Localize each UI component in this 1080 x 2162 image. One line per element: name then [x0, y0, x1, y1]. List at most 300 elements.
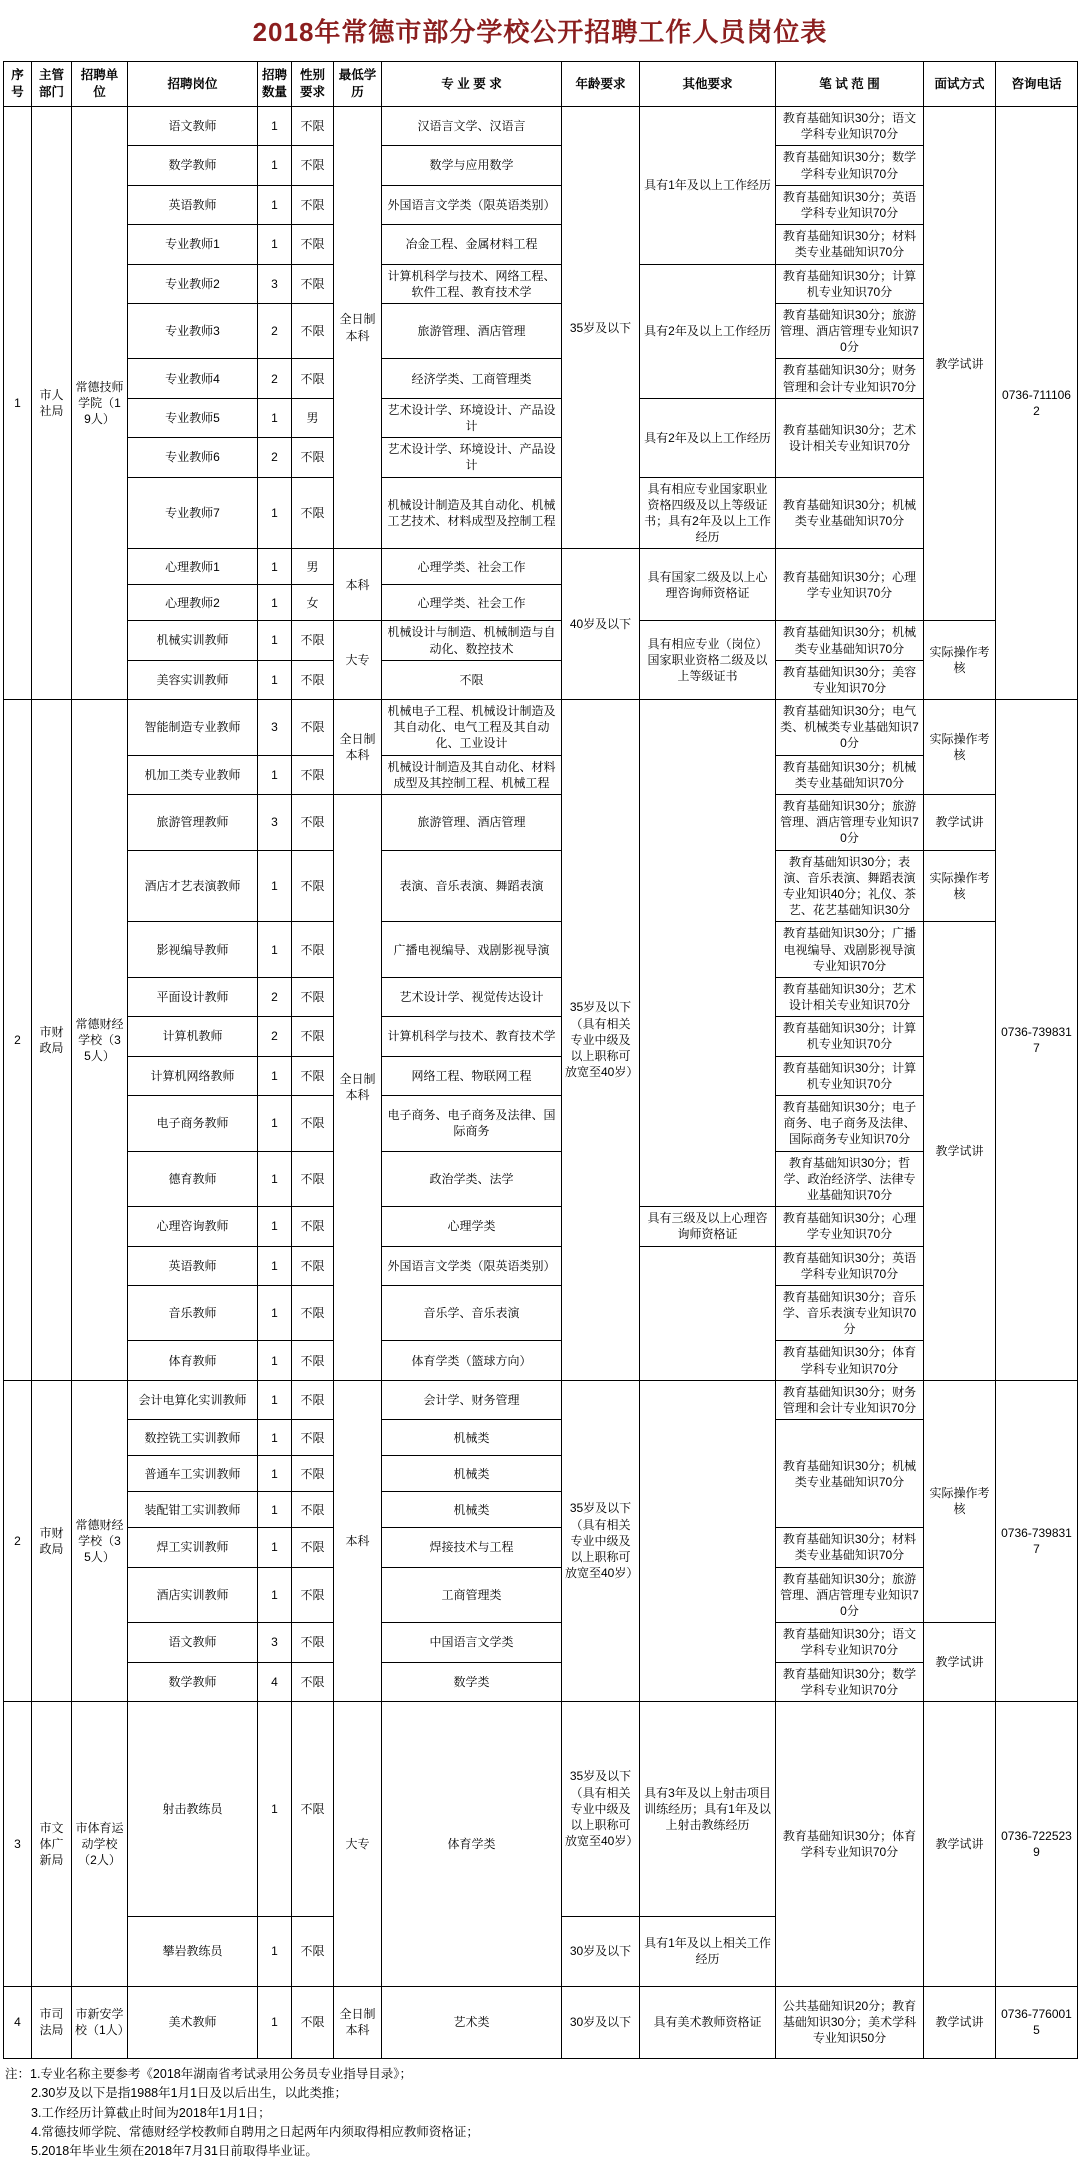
cell: 不限	[292, 1017, 334, 1056]
cell: 具有2年及以上工作经历	[640, 264, 776, 398]
cell: 市财政局	[32, 700, 72, 1381]
cell: 心理学类、社会工作	[382, 585, 562, 621]
cell: 不限	[292, 621, 334, 660]
cell: 市财政局	[32, 1380, 72, 1701]
column-header: 性别要求	[292, 62, 334, 107]
table-row	[4, 795, 1078, 851]
cell: 教育基础知识30分；电子商务、电子商务及法律、国际商务专业知识70分	[776, 1096, 924, 1152]
cell: 专业教师3	[128, 303, 258, 359]
cell: 心理教师1	[128, 549, 258, 585]
cell: 不限	[292, 264, 334, 303]
cell: 不限	[292, 1701, 334, 1916]
cell: 1	[258, 1701, 292, 1916]
cell: 体育教师	[128, 1341, 258, 1380]
cell: 教育基础知识30分；材料类专业基础知识70分	[776, 225, 924, 264]
cell: 教育基础知识30分；旅游管理、酒店管理专业知识70分	[776, 1567, 924, 1623]
cell: 机械类	[382, 1456, 562, 1492]
cell: 教育基础知识30分；美容专业知识70分	[776, 660, 924, 699]
column-header: 笔 试 范 围	[776, 62, 924, 107]
cell: 机械类	[382, 1492, 562, 1528]
cell: 不限	[292, 1207, 334, 1246]
cell: 1	[258, 477, 292, 549]
table-row	[4, 477, 1078, 549]
cell: 教育基础知识30分；财务管理和会计专业知识70分	[776, 359, 924, 398]
cell: 男	[292, 549, 334, 585]
table-header	[4, 62, 1078, 107]
cell: 心理学类、社会工作	[382, 549, 562, 585]
cell: 不限	[292, 1528, 334, 1567]
cell: 电子商务教师	[128, 1096, 258, 1152]
column-header: 年龄要求	[562, 62, 640, 107]
cell: 教学试讲	[924, 795, 996, 851]
cell: 外国语言文学类（限英语类别）	[382, 1246, 562, 1285]
cell: 全日制本科	[334, 1986, 382, 2058]
cell: 政治学类、法学	[382, 1151, 562, 1207]
column-header: 主管部门	[32, 62, 72, 107]
cell: 教育基础知识30分；音乐学、音乐表演专业知识70分	[776, 1285, 924, 1341]
cell: 常德财经学校（35人）	[72, 700, 128, 1381]
table-row	[4, 755, 1078, 794]
cell: 30岁及以下	[562, 1986, 640, 2058]
table-row	[4, 700, 1078, 756]
table-row	[4, 1528, 1078, 1567]
cell: 3	[258, 1623, 292, 1662]
cell: 不限	[382, 660, 562, 699]
cell: 35岁及以下（具有相关专业中级及以上职称可放宽至40岁）	[562, 1380, 640, 1701]
cell: 不限	[292, 1246, 334, 1285]
table-row	[4, 922, 1078, 978]
cell: 35岁及以下（具有相关专业中级及以上职称可放宽至40岁）	[562, 1701, 640, 1916]
cell: 不限	[292, 795, 334, 851]
table-row	[4, 1567, 1078, 1623]
table-row	[4, 264, 1078, 303]
cell: 教学试讲	[924, 922, 996, 1381]
cell: 中国语言文学类	[382, 1623, 562, 1662]
column-header: 序号	[4, 62, 32, 107]
cell: 教育基础知识30分；计算机专业知识70分	[776, 264, 924, 303]
cell: 教育基础知识30分；心理学专业知识70分	[776, 1207, 924, 1246]
cell: 市人社局	[32, 107, 72, 700]
cell: 计算机科学与技术、网络工程、软件工程、教育技术学	[382, 264, 562, 303]
table-row	[4, 303, 1078, 359]
cell: 不限	[292, 1492, 334, 1528]
cell: 具有美术教师资格证	[640, 1986, 776, 2058]
cell: 实际操作考核	[924, 700, 996, 795]
cell: 全日制本科	[334, 107, 382, 549]
cell: 机加工类专业教师	[128, 755, 258, 794]
table-row	[4, 1151, 1078, 1207]
cell: 机械类	[382, 1420, 562, 1456]
cell: 数学类	[382, 1662, 562, 1701]
cell: 1	[258, 1246, 292, 1285]
cell: 计算机网络教师	[128, 1056, 258, 1095]
cell: 2	[4, 700, 32, 1381]
cell: 艺术设计学、视觉传达设计	[382, 977, 562, 1016]
cell: 数学教师	[128, 1662, 258, 1701]
cell: 1	[258, 1528, 292, 1567]
cell: 1	[258, 1380, 292, 1419]
cell: 实际操作考核	[924, 1380, 996, 1622]
cell: 美术教师	[128, 1986, 258, 2058]
cell: 机械设计与制造、机械制造与自动化、数控技术	[382, 621, 562, 660]
cell: 市体育运动学校（2人）	[72, 1701, 128, 1986]
cell: 语文教师	[128, 1623, 258, 1662]
cell: 不限	[292, 1056, 334, 1095]
cell: 1	[258, 1492, 292, 1528]
table-row	[4, 1096, 1078, 1152]
cell	[640, 1380, 776, 1701]
cell: 不限	[292, 1420, 334, 1456]
cell: 2	[258, 977, 292, 1016]
cell: 不限	[292, 1662, 334, 1701]
cell: 英语教师	[128, 1246, 258, 1285]
cell: 美容实训教师	[128, 660, 258, 699]
cell: 0736-7760015	[996, 1986, 1078, 2058]
cell: 1	[258, 1567, 292, 1623]
cell: 旅游管理教师	[128, 795, 258, 851]
cell: 不限	[292, 303, 334, 359]
cell: 1	[258, 1096, 292, 1152]
cell: 女	[292, 585, 334, 621]
cell: 3	[258, 795, 292, 851]
cell	[640, 700, 776, 1207]
table-row	[4, 549, 1078, 585]
column-header: 面试方式	[924, 62, 996, 107]
cell: 2	[258, 438, 292, 477]
cell: 机械电子工程、机械设计制造及其自动化、电气工程及其自动化、工业设计	[382, 700, 562, 756]
page-title: 2018年常德市部分学校公开招聘工作人员岗位表	[252, 17, 828, 47]
cell: 1	[258, 1986, 292, 2058]
cell: 工商管理类	[382, 1567, 562, 1623]
cell: 教育基础知识30分；财务管理和会计专业知识70分	[776, 1380, 924, 1419]
cell: 不限	[292, 1151, 334, 1207]
table-row	[4, 1285, 1078, 1341]
cell: 1	[258, 1285, 292, 1341]
cell: 网络工程、物联网工程	[382, 1056, 562, 1095]
cell: 不限	[292, 1096, 334, 1152]
cell: 1	[258, 549, 292, 585]
cell: 教育基础知识30分；机械类专业基础知识70分	[776, 621, 924, 660]
cell: 电子商务、电子商务及法律、国际商务	[382, 1096, 562, 1152]
cell: 汉语言文学、汉语言	[382, 107, 562, 146]
cell: 教育基础知识30分；语文学科专业知识70分	[776, 107, 924, 146]
cell: 普通车工实训教师	[128, 1456, 258, 1492]
cell: 艺术类	[382, 1986, 562, 2058]
cell: 教学试讲	[924, 1701, 996, 1986]
cell: 机械实训教师	[128, 621, 258, 660]
cell: 3	[4, 1701, 32, 1986]
cell: 公共基础知识20分；教育基础知识30分；美术学科专业知识50分	[776, 1986, 924, 2058]
cell: 艺术设计学、环境设计、产品设计	[382, 438, 562, 477]
cell: 教学试讲	[924, 107, 996, 621]
cell: 教育基础知识30分；体育学科专业知识70分	[776, 1701, 924, 1986]
cell: 不限	[292, 660, 334, 699]
cell: 不限	[292, 477, 334, 549]
table-row	[4, 977, 1078, 1016]
positions-table	[3, 61, 1078, 2059]
cell: 本科	[334, 1380, 382, 1701]
cell: 影视编导教师	[128, 922, 258, 978]
cell: 计算机教师	[128, 1017, 258, 1056]
cell: 射击教练员	[128, 1701, 258, 1916]
cell: 教育基础知识30分；旅游管理、酒店管理专业知识70分	[776, 303, 924, 359]
cell: 1	[258, 585, 292, 621]
cell: 全日制本科	[334, 795, 382, 1381]
cell: 英语教师	[128, 185, 258, 224]
cell: 艺术设计学、环境设计、产品设计	[382, 398, 562, 437]
cell: 35岁及以下	[562, 107, 640, 549]
cell: 1	[258, 922, 292, 978]
cell: 不限	[292, 1567, 334, 1623]
cell: 会计电算化实训教师	[128, 1380, 258, 1419]
cell: 装配钳工实训教师	[128, 1492, 258, 1528]
header-row	[4, 62, 1078, 107]
cell: 实际操作考核	[924, 621, 996, 700]
cell: 2	[258, 359, 292, 398]
table-row	[4, 1056, 1078, 1095]
note-line: 注：1.专业名称主要参考《2018年湖南省考试录用公务员专业指导目录》；	[5, 2066, 412, 2081]
table-row	[4, 1662, 1078, 1701]
cell: 常德财经学校（35人）	[72, 1380, 128, 1701]
column-header: 咨询电话	[996, 62, 1078, 107]
cell: 具有国家二级及以上心理咨询师资格证	[640, 549, 776, 621]
table-body	[4, 107, 1078, 2059]
cell: 0736-7111062	[996, 107, 1078, 700]
cell: 数学与应用数学	[382, 146, 562, 185]
cell: 市新安学校（1人）	[72, 1986, 128, 2058]
cell: 教育基础知识30分；体育学科专业知识70分	[776, 1341, 924, 1380]
cell: 1	[258, 1207, 292, 1246]
cell: 大专	[334, 1701, 382, 1986]
cell: 教育基础知识30分；机械类专业基础知识70分	[776, 477, 924, 549]
cell: 教育基础知识30分；机械类专业基础知识70分	[776, 755, 924, 794]
cell: 1	[258, 1456, 292, 1492]
cell: 具有2年及以上工作经历	[640, 398, 776, 477]
cell: 1	[258, 660, 292, 699]
cell: 3	[258, 264, 292, 303]
cell: 教育基础知识30分；旅游管理、酒店管理专业知识70分	[776, 795, 924, 851]
cell: 教学试讲	[924, 1986, 996, 2058]
cell: 1	[258, 1151, 292, 1207]
cell: 35岁及以下（具有相关专业中级及以上职称可放宽至40岁）	[562, 700, 640, 1381]
cell: 教育基础知识30分；数学学科专业知识70分	[776, 146, 924, 185]
table-row	[4, 1246, 1078, 1285]
cell: 专业教师6	[128, 438, 258, 477]
cell: 教育基础知识30分；数学学科专业知识70分	[776, 1662, 924, 1701]
cell: 数控铣工实训教师	[128, 1420, 258, 1456]
cell: 攀岩教练员	[128, 1916, 258, 1986]
table-row	[4, 398, 1078, 437]
cell: 教育基础知识30分；艺术设计相关专业知识70分	[776, 398, 924, 477]
cell: 专业教师4	[128, 359, 258, 398]
table-row	[4, 146, 1078, 185]
cell: 心理咨询教师	[128, 1207, 258, 1246]
cell: 旅游管理、酒店管理	[382, 303, 562, 359]
table-row	[4, 107, 1078, 146]
cell	[640, 1246, 776, 1380]
cell: 不限	[292, 225, 334, 264]
cell: 常德技师学院（19人）	[72, 107, 128, 700]
cell: 不限	[292, 359, 334, 398]
cell: 心理学类	[382, 1207, 562, 1246]
notes	[5, 2065, 1077, 2162]
column-header: 最低学历	[334, 62, 382, 107]
cell: 专业教师7	[128, 477, 258, 549]
cell: 1	[258, 107, 292, 146]
cell: 计算机科学与技术、教育技术学	[382, 1017, 562, 1056]
cell: 2	[4, 1380, 32, 1701]
cell: 专业教师5	[128, 398, 258, 437]
table-row	[4, 1380, 1078, 1419]
cell: 不限	[292, 185, 334, 224]
cell: 本科	[334, 549, 382, 621]
cell: 不限	[292, 107, 334, 146]
cell: 数学教师	[128, 146, 258, 185]
cell: 广播电视编导、戏剧影视导演	[382, 922, 562, 978]
cell: 冶金工程、金属材料工程	[382, 225, 562, 264]
cell: 市文体广新局	[32, 1701, 72, 1986]
cell: 机械设计制造及其自动化、机械工艺技术、材料成型及控制工程	[382, 477, 562, 549]
cell: 教育基础知识30分；英语学科专业知识70分	[776, 185, 924, 224]
cell: 教育基础知识30分；表演、音乐表演、舞蹈表演专业知识40分；礼仪、茶艺、花艺基础知识30分	[776, 850, 924, 922]
cell: 实际操作考核	[924, 850, 996, 922]
cell: 1	[258, 621, 292, 660]
column-header: 其他要求	[640, 62, 776, 107]
cell: 教育基础知识30分；计算机专业知识70分	[776, 1056, 924, 1095]
cell: 音乐教师	[128, 1285, 258, 1341]
cell: 教育基础知识30分；语文学科专业知识70分	[776, 1623, 924, 1662]
cell: 教育基础知识30分；计算机专业知识70分	[776, 1017, 924, 1056]
cell: 教育基础知识30分；哲学、政治经济学、法律专业基础知识70分	[776, 1151, 924, 1207]
cell: 教育基础知识30分；广播电视编导、戏剧影视导演专业知识70分	[776, 922, 924, 978]
cell: 智能制造专业教师	[128, 700, 258, 756]
cell: 经济学类、工商管理类	[382, 359, 562, 398]
cell: 4	[258, 1662, 292, 1701]
cell: 教育基础知识30分；材料类专业基础知识70分	[776, 1528, 924, 1567]
cell: 1	[258, 1420, 292, 1456]
cell: 1	[258, 850, 292, 922]
cell: 不限	[292, 146, 334, 185]
note-line: 5.2018年毕业生须在2018年7月31日前取得毕业证。	[31, 2144, 318, 2159]
cell: 4	[4, 1986, 32, 2058]
cell: 具有相应专业国家职业资格四级及以上等级证书；具有2年及以上工作经历	[640, 477, 776, 549]
cell: 大专	[334, 621, 382, 700]
cell: 心理教师2	[128, 585, 258, 621]
cell: 德育教师	[128, 1151, 258, 1207]
cell: 1	[258, 1341, 292, 1380]
cell: 全日制本科	[334, 700, 382, 795]
cell: 1	[4, 107, 32, 700]
cell: 焊接技术与工程	[382, 1528, 562, 1567]
cell: 教学试讲	[924, 1623, 996, 1702]
cell: 表演、音乐表演、舞蹈表演	[382, 850, 562, 922]
table-row	[4, 1623, 1078, 1662]
cell: 体育学类（篮球方向）	[382, 1341, 562, 1380]
cell: 0736-7225239	[996, 1701, 1078, 1986]
table-row	[4, 225, 1078, 264]
table-row	[4, 1341, 1078, 1380]
cell: 不限	[292, 1986, 334, 2058]
table-row	[4, 1420, 1078, 1456]
cell: 2	[258, 303, 292, 359]
cell: 不限	[292, 1285, 334, 1341]
table-row	[4, 359, 1078, 398]
cell: 教育基础知识30分；机械类专业基础知识70分	[776, 1420, 924, 1528]
cell: 专业教师1	[128, 225, 258, 264]
cell: 会计学、财务管理	[382, 1380, 562, 1419]
cell: 3	[258, 700, 292, 756]
cell: 不限	[292, 1916, 334, 1986]
cell: 外国语言文学类（限英语类别）	[382, 185, 562, 224]
column-header: 招聘岗位	[128, 62, 258, 107]
cell: 1	[258, 755, 292, 794]
table-row	[4, 1017, 1078, 1056]
cell: 教育基础知识30分；心理学专业知识70分	[776, 549, 924, 621]
cell: 语文教师	[128, 107, 258, 146]
table-row	[4, 185, 1078, 224]
table-row	[4, 660, 1078, 699]
table-row	[4, 621, 1078, 660]
note-line: 3.工作经历计算截止时间为2018年1月1日；	[31, 2105, 271, 2120]
cell: 旅游管理、酒店管理	[382, 795, 562, 851]
cell: 不限	[292, 977, 334, 1016]
cell: 不限	[292, 850, 334, 922]
cell: 酒店实训教师	[128, 1567, 258, 1623]
table-row	[4, 850, 1078, 922]
table-row	[4, 1701, 1078, 1916]
table-row	[4, 1986, 1078, 2058]
cell: 不限	[292, 1380, 334, 1419]
cell: 1	[258, 398, 292, 437]
cell: 1	[258, 185, 292, 224]
cell: 专业教师2	[128, 264, 258, 303]
column-header: 招聘单位	[72, 62, 128, 107]
cell: 1	[258, 1056, 292, 1095]
cell: 具有相应专业（岗位）国家职业资格二级及以上等级证书	[640, 621, 776, 700]
cell: 具有3年及以上射击项目训练经历；具有1年及以上射击教练经历	[640, 1701, 776, 1916]
cell: 音乐学、音乐表演	[382, 1285, 562, 1341]
cell: 教育基础知识30分；电气类、机械类专业基础知识70分	[776, 700, 924, 756]
cell: 1	[258, 1916, 292, 1986]
cell: 教育基础知识30分；英语学科专业知识70分	[776, 1246, 924, 1285]
note-line: 2.30岁及以下是指1988年1月1日及以后出生，以此类推；	[31, 2086, 348, 2101]
column-header: 招聘数量	[258, 62, 292, 107]
column-header: 专 业 要 求	[382, 62, 562, 107]
cell: 具有1年及以上相关工作经历	[640, 1916, 776, 1986]
cell: 1	[258, 225, 292, 264]
cell: 不限	[292, 755, 334, 794]
table-row	[4, 1207, 1078, 1246]
cell: 0736-7398317	[996, 1380, 1078, 1701]
cell: 机械设计制造及其自动化、材料成型及其控制工程、机械工程	[382, 755, 562, 794]
cell: 不限	[292, 700, 334, 756]
cell: 具有三级及以上心理咨询师资格证	[640, 1207, 776, 1246]
cell: 不限	[292, 922, 334, 978]
cell: 2	[258, 1017, 292, 1056]
cell: 具有1年及以上工作经历	[640, 107, 776, 265]
cell: 1	[258, 146, 292, 185]
cell: 男	[292, 398, 334, 437]
cell: 不限	[292, 1623, 334, 1662]
cell: 焊工实训教师	[128, 1528, 258, 1567]
cell: 40岁及以下	[562, 549, 640, 700]
note-line: 4.常德技师学院、常德财经学校教师自聘用之日起两年内须取得相应教师资格证；	[31, 2125, 479, 2139]
cell: 30岁及以下	[562, 1916, 640, 1986]
cell: 体育学类	[382, 1701, 562, 1986]
cell: 0736-7398317	[996, 700, 1078, 1381]
cell: 教育基础知识30分；艺术设计相关专业知识70分	[776, 977, 924, 1016]
cell: 不限	[292, 1456, 334, 1492]
